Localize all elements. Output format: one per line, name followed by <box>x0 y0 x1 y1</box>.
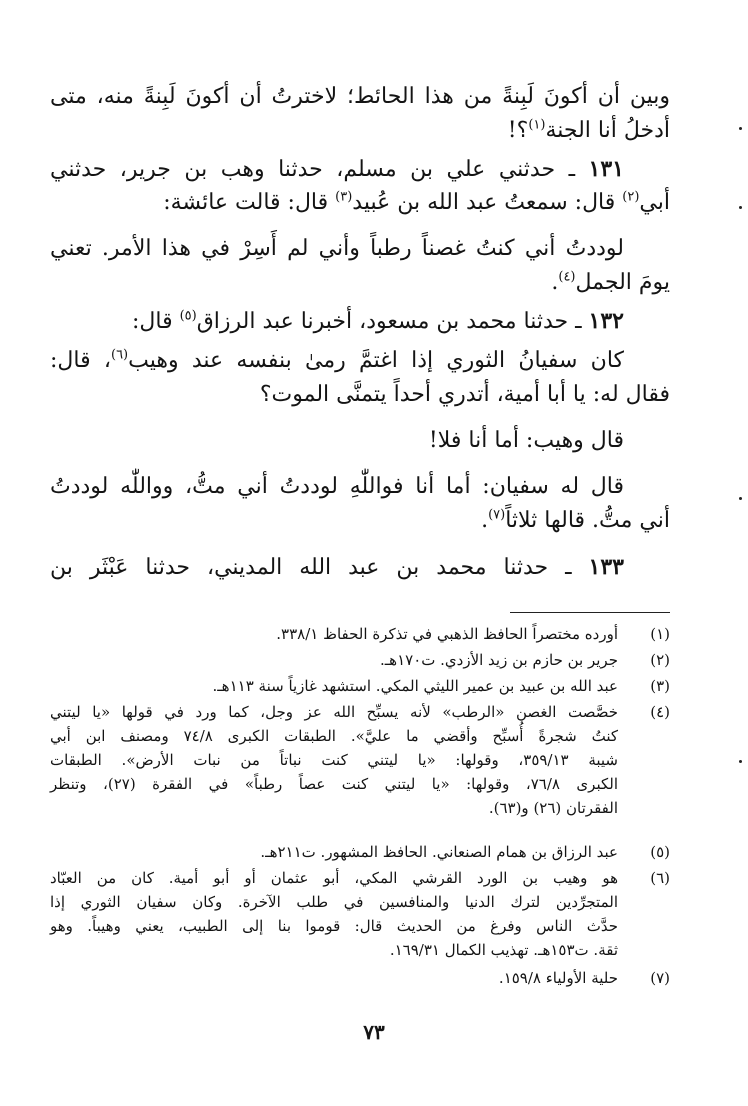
hadith-number-132: ١٣٢ <box>588 308 624 334</box>
footnote-ref-1[interactable]: (١) <box>528 117 546 133</box>
hadith-number-131: ١٣١ <box>588 156 624 182</box>
hadith-133-line-1: ١٣٣ ـ حدثنا محمد بن عبد الله المديني، حدثنا عَبْثَر بن <box>50 554 624 580</box>
footnote-number: (٧) <box>650 969 670 987</box>
hadith-131-line-2: أبي$^{(٢)}$ قال: سمعتُ عبد الله بن عُبيد$^{(٣)}$ قال: قالت عائشة: <box>163 189 670 215</box>
hadith-132-line-1: ١٣٢ ـ حدثنا محمد بن مسعود، أخبرنا عبد الرزاق$^{(٥)}$ قال: <box>131 308 624 334</box>
footnote-ref-3[interactable]: (٣) <box>335 189 353 205</box>
hadith-132-line-2: كان سفيانُ الثوري إذا اغتمَّ رمىٰ بنفسه عند وهيب$^{(٦)}$، قال: <box>50 347 624 373</box>
footnote-2: (٢) جرير بن حازم بن زيد الأزدي. ت١٧٠هـ. <box>50 648 670 672</box>
quote-line-1: لوددتُ أني كنتُ غصناً رطباً وأني لم أَسِرْ في هذا الأمر. تعني <box>50 236 624 261</box>
footnote-ref-4[interactable]: (٤) <box>558 269 576 285</box>
footnote-number: (٢) <box>650 651 670 669</box>
footnote-3: (٣) عبد الله بن عبيد بن عمير الليثي المكي. استشهد غازياً سنة ١١٣هـ. <box>50 674 670 698</box>
scan-mark <box>739 206 742 209</box>
footnote-ref-7[interactable]: (٧) <box>488 507 506 523</box>
hadith-131-line-1: ١٣١ ـ حدثني علي بن مسلم، حدثنا وهب بن جرير، حدثني <box>50 156 624 182</box>
hadith-132-line-4: قال وهيب: أما أنا فلا! <box>428 428 624 453</box>
text-line-1: وبين أن أكونَ لَبِنةً من هذا الحائط؛ لاخترتُ أن أكونَ لَبِنةً منه، متى <box>50 84 670 109</box>
quote-line-2: يومَ الجمل$^{(٤)}$. <box>551 269 670 295</box>
footnote-4: (٤) خصَّصت الغصن «الرطب» لأنه يسبِّح الله عز وجل، كما ورد في قولها «يا ليتني كنتُ شجرةً أُسبِّح وأقضي ما عليَّ». الطبقات الكبرى ٧٤/٨ ومصنف ابن أبي شيبة ٣٥٩/١٣، وقولها: «يا ليتني كنت نباتاً من نبات الأرض». الطبقات الكبرى ٧٦/٨، وقولها: «يا ليتني كنت عصاً رطباً» في الفقرة (٢٧)، وتنظر الفقرتان (٢٦) و(٦٣). <box>50 700 670 820</box>
footnote-ref-5[interactable]: (٥) <box>179 308 197 324</box>
footnote-number: (٥) <box>650 843 670 861</box>
scan-mark <box>739 497 742 500</box>
footnote-number: (٤) <box>650 703 670 721</box>
footnote-6: (٦) هو وهيب بن الورد القرشي المكي، أبو عثمان أو أبو أمية. كان من العبّاد المتجرِّدين لترك الدنيا والمنافسين في طلب الآخرة. وكان سفيان الثوري إذا حدَّث الناس وفرغ من الحديث قال: قوموا بنا إلى الطبيب، يعني وهيباً. وهو ثقة. ت١٥٣هـ. تهذيب الكمال ١٦٩/٣١. <box>50 866 670 962</box>
hadith-132-line-3: فقال له: يا أبا أمية، أتدري أحداً يتمنَّى الموت؟ <box>259 382 670 407</box>
footnote-number: (٦) <box>650 869 670 887</box>
footnote-1: (١) أورده مختصراً الحافظ الذهبي في تذكرة الحفاظ ٣٣٨/١. <box>50 622 670 646</box>
footnote-5: (٥) عبد الرزاق بن همام الصنعاني. الحافظ المشهور. ت٢١١هـ. <box>50 840 670 864</box>
scan-mark <box>739 127 742 130</box>
footnote-number: (٣) <box>650 677 670 695</box>
scan-mark <box>739 760 742 763</box>
footnote-7: (٧) حلية الأولياء ١٥٩/٨. <box>50 966 670 990</box>
footnote-number: (١) <box>650 625 670 643</box>
footnote-ref-2[interactable]: (٢) <box>622 189 640 205</box>
footnote-separator <box>510 612 670 613</box>
hadith-132-line-5: قال له سفيان: أما أنا فواللّٰهِ لوددتُ أني متُّ، وواللّٰه لوددتُ <box>50 474 624 499</box>
text-line-2: أدخلُ أنا الجنة$^{(١)}$؟! <box>507 117 670 143</box>
page-number: ٧٣ <box>363 1020 385 1044</box>
hadith-132-line-6: أني متُّ. قالها ثلاثاً$^{(٧)}$. <box>481 507 670 533</box>
hadith-number-133: ١٣٣ <box>588 554 624 580</box>
footnote-ref-6[interactable]: (٦) <box>110 347 129 363</box>
